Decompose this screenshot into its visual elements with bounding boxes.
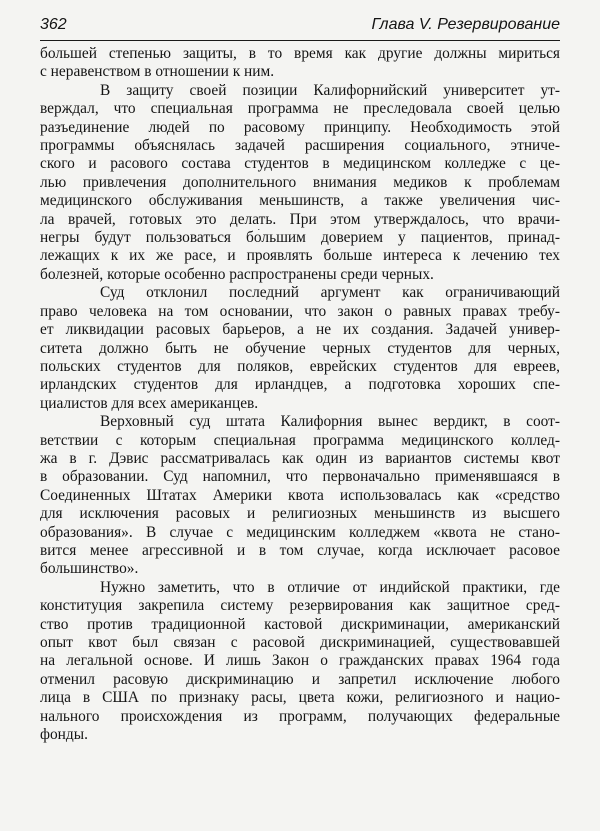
text-line: для исключения расовых и религиозных меньшинств из высшего — [40, 505, 560, 523]
text-line: лежащих к их же расе, и проявлять больше интереса к лечению тех — [40, 247, 560, 265]
text-line: на легальной основе. И лишь Закон о гражданских правах 1964 года — [40, 652, 560, 670]
text-line: ветствии с которым специальная программа медицинского коллед- — [40, 431, 560, 449]
page-number: 362 — [40, 16, 67, 33]
running-header — [40, 14, 560, 38]
text-line: польских студентов для поляков, еврейских студентов для евреев, — [40, 357, 560, 375]
body-text — [40, 45, 560, 744]
text-line: ситета должно быть не обучение черных студентов для черных, — [40, 339, 560, 357]
paragraph — [40, 82, 560, 284]
text-line: опыт квот был связан с расовой дискриминацией, существовавшей — [40, 634, 560, 651]
text-line: с неравенством в отношении к ним. — [40, 63, 275, 81]
text-line: разъединение людей по расовому принципу. Необходимость этой — [40, 118, 560, 136]
text-line: жа в г. Дэвис рассматривалась как один из вариантов системы квот — [40, 449, 560, 467]
text-line: лица в США по признаку расы, цвета кожи, религиозного и нацио- — [40, 689, 560, 707]
text-line: программы объяснялась задачей расширения социального, этниче- — [40, 137, 560, 155]
text-line: В защиту своей позиции Калифорнийский университет ут- — [100, 81, 560, 99]
text-line: большинство». — [40, 560, 139, 578]
chapter-title: Глава V. Резервирование — [371, 16, 560, 33]
text-line: вится менее агрессивной и в том случае, когда исключает расовое — [40, 541, 560, 559]
text-line: Верховный суд штата Калифорния вынес вердикт, в соот- — [100, 413, 560, 431]
text-line: ирландских студентов для ирландцев, а подготовка хороших спе- — [40, 376, 560, 394]
text-line: негры будут пользоваться бо́льшим доверием у пациентов, принад- — [40, 229, 560, 247]
paragraph — [40, 579, 560, 745]
paragraph — [40, 413, 560, 579]
text-line: право человека на том основании, что закон о равных правах требу- — [40, 302, 560, 320]
text-line: фонды. — [40, 726, 88, 744]
text-line: болезней, которые особенно распространены среди черных. — [40, 265, 434, 283]
text-line: ет ликвидации расовых барьеров, а не их создания. Задачей универ- — [40, 321, 560, 339]
text-line: Нужно заметить, что в отличие от индийской практики, где — [100, 578, 560, 596]
text-line: большей степенью защиты, в то время как другие должны мириться — [40, 45, 560, 62]
header-rule — [40, 40, 560, 41]
text-line: Суд отклонил последний аргумент как ограничивающий — [100, 284, 560, 302]
paragraph — [40, 45, 560, 82]
text-line: ского и расового состава студентов в медицинском колледже с це- — [40, 155, 560, 173]
text-line: Соединенных Штатах Америки квота использовалась как «средство — [40, 486, 560, 504]
text-line: в образовании. Суд напомнил, что первоначально применявшаяся в — [40, 468, 560, 486]
paragraph — [40, 284, 560, 413]
text-line: ла врачей, готовых это делать. При этом утверждалось, что врачи- — [40, 210, 560, 228]
text-line: лью привлечения дополнительного внимания медиков к проблемам — [40, 173, 560, 191]
text-line: циалистов для всех американцев. — [40, 394, 259, 412]
text-line: конституция закрепила систему резервирования как защитное сред- — [40, 597, 560, 615]
text-line: нального происхождения из программ, получающих федеральные — [40, 707, 560, 725]
text-line: медицинского обслуживания меньшинств, а также увеличения чис- — [40, 192, 560, 210]
text-line: ство против традиционной кастовой дискриминации, американский — [40, 615, 560, 633]
text-line: отменил расовую дискриминацию и запретил исключение любого — [40, 670, 560, 688]
text-line: верждал, что специальная программа не преследовала своей целью — [40, 100, 560, 118]
text-line: образования». В случае с медицинским колледжем «квота не стано- — [40, 523, 560, 541]
